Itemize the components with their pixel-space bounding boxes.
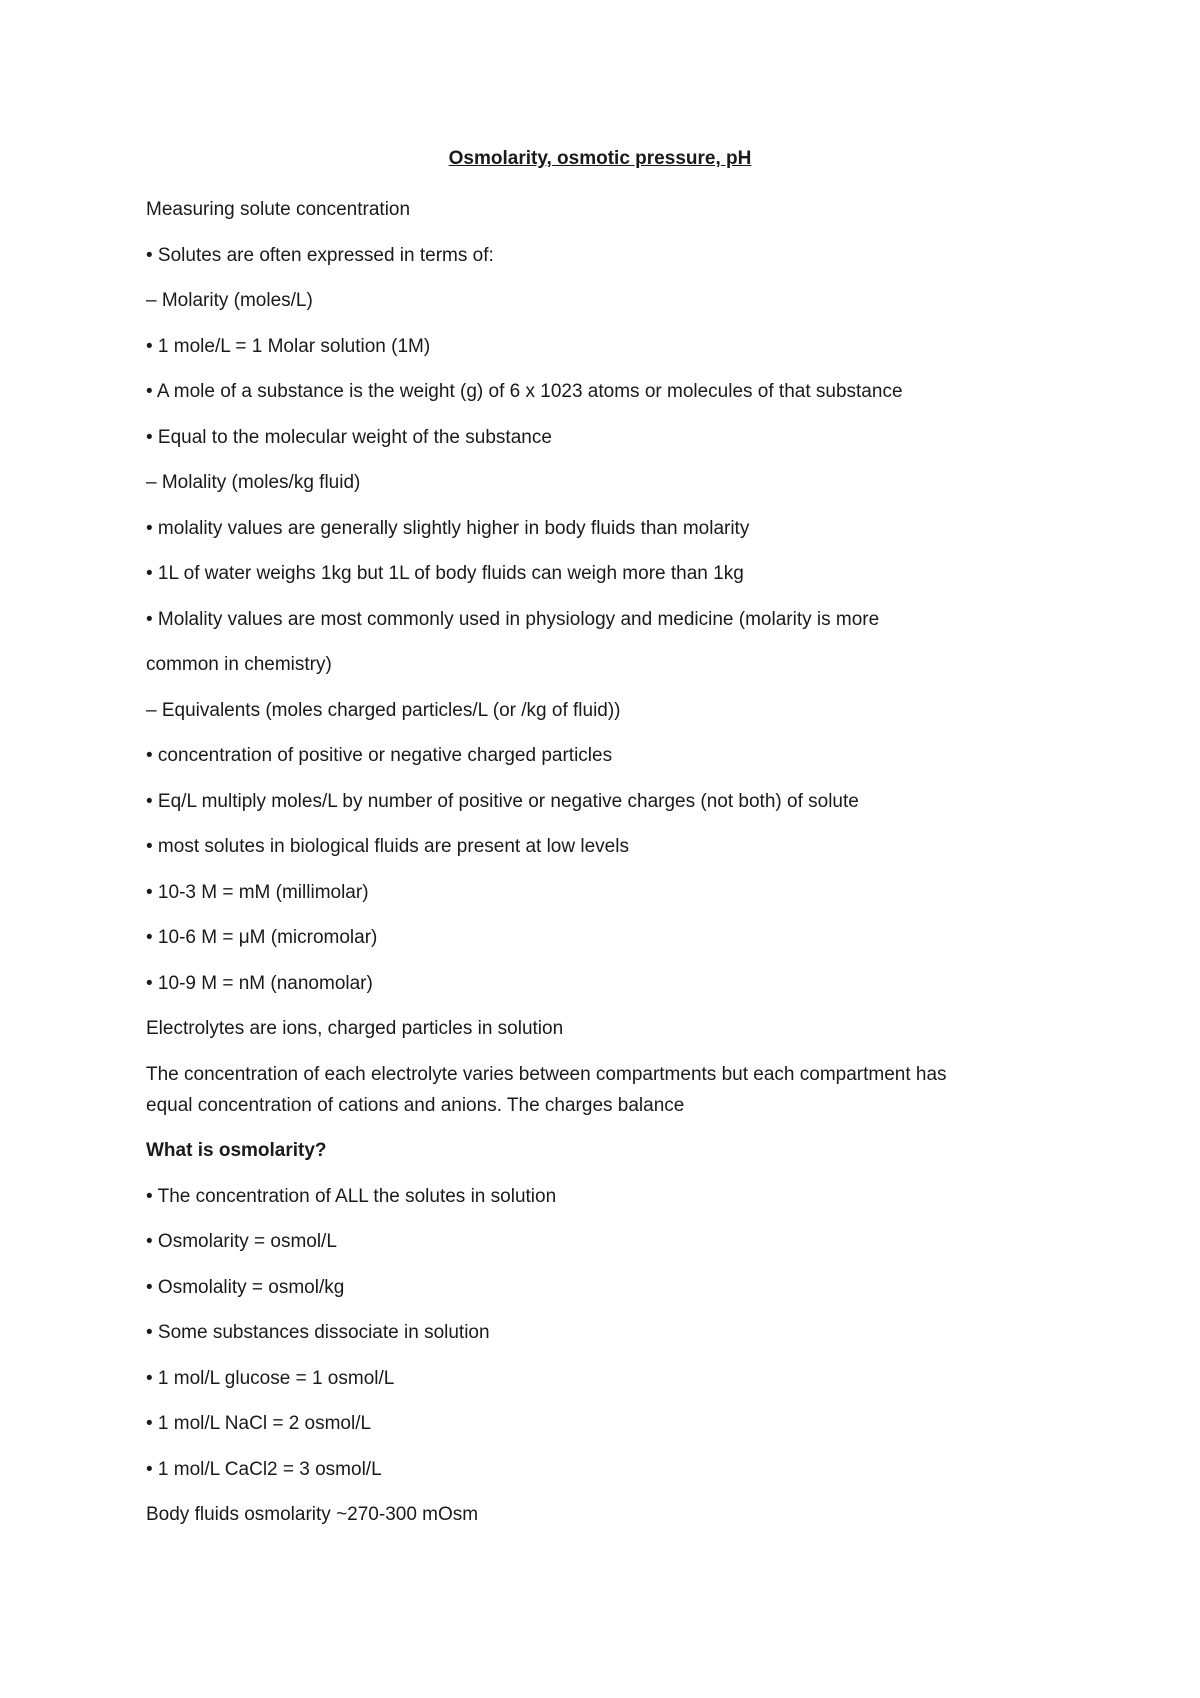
- text-line: • most solutes in biological fluids are present at low levels: [146, 836, 629, 857]
- text-line: • Eq/L multiply moles/L by number of positive or negative charges (not both) of solute: [146, 790, 859, 812]
- text-line: • Some substances dissociate in solution: [146, 1322, 490, 1343]
- section-heading: What is osmolarity?: [146, 1140, 327, 1161]
- text-line: Measuring solute concentration: [146, 199, 411, 220]
- text-line: • 10-3 M = mM (millimolar): [146, 881, 369, 903]
- text-line: • Osmolality = osmol/kg: [146, 1276, 345, 1298]
- text-line: equal concentration of cations and anions. The charges balance: [146, 1094, 685, 1116]
- text-line: • A mole of a substance is the weight (g) of 6 x 1023 atoms or molecules of that substance: [146, 381, 903, 402]
- text-line: Electrolytes are ions, charged particles in solution: [146, 1018, 564, 1039]
- text-line: • The concentration of ALL the solutes in solution: [146, 1185, 557, 1207]
- text-line: • Solutes are often expressed in terms of:: [146, 244, 494, 266]
- text-line: • 1L of water weighs 1kg but 1L of body fluids can weigh more than 1kg: [146, 563, 744, 584]
- text-line: • 10-6 M = μM (micromolar): [146, 927, 378, 948]
- text-line: • Osmolarity = osmol/L: [146, 1231, 337, 1252]
- text-line: The concentration of each electrolyte varies between compartments but each compartment has: [146, 1063, 947, 1085]
- text-line: • 1 mole/L = 1 Molar solution (1M): [146, 335, 431, 357]
- text-line: • 10-9 M = nM (nanomolar): [146, 972, 373, 994]
- text-line: • 1 mol/L CaCl2 = 3 osmol/L: [146, 1458, 382, 1480]
- text-line: – Equivalents (moles charged particles/L (or /kg of fluid)): [146, 699, 621, 721]
- text-line: – Molarity (moles/L): [146, 290, 313, 311]
- text-line: • 1 mol/L glucose = 1 osmol/L: [146, 1367, 395, 1389]
- text-line: • Equal to the molecular weight of the substance: [146, 426, 552, 448]
- document-body: [146, 194, 1046, 1545]
- text-line: • Molality values are most commonly used in physiology and medicine (molarity is more: [146, 608, 880, 630]
- text-line: • molality values are generally slightly higher in body fluids than molarity: [146, 517, 750, 539]
- text-line: common in chemistry): [146, 654, 332, 675]
- page-title: Osmolarity, osmotic pressure, pH: [448, 148, 752, 169]
- text-line: • concentration of positive or negative charged particles: [146, 745, 613, 766]
- text-line: Body fluids osmolarity ~270-300 mOsm: [146, 1504, 479, 1525]
- text-line: • 1 mol/L NaCl = 2 osmol/L: [146, 1413, 372, 1434]
- text-line: – Molality (moles/kg fluid): [146, 472, 361, 493]
